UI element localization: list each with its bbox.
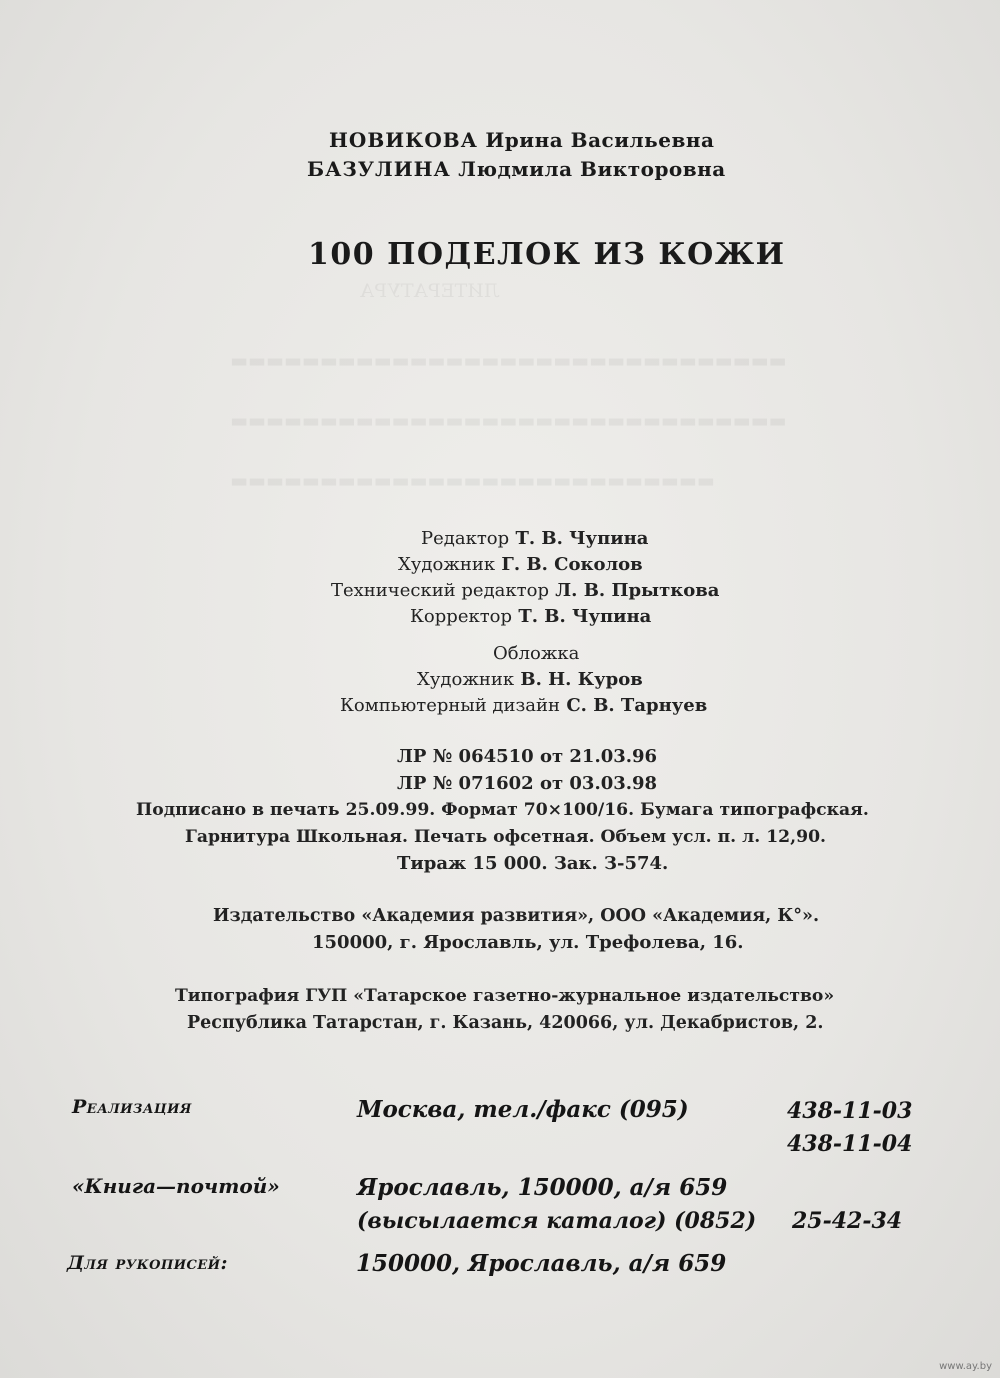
show-through-text: ▬▬▬▬▬▬▬▬▬▬▬▬▬▬▬▬▬▬▬▬▬▬▬▬▬▬▬▬▬▬▬	[230, 410, 787, 432]
printer-line-2: Республика Татарстан, г. Казань, 420066, ул. Декабристов, 2.	[187, 1013, 824, 1033]
manuscripts-address: 150000, Ярославль, а/я 659	[356, 1250, 727, 1277]
author-name: Людмила Викторовна	[458, 157, 726, 181]
publisher-line-2: 150000, г. Ярославль, ул. Трефолева, 16.	[312, 932, 744, 953]
book-title: 100 ПОДЕЛОК ИЗ КОЖИ	[308, 237, 786, 272]
credit-artist: Художник Г. В. Соколов	[398, 554, 643, 575]
license-2: ЛР № 071602 от 03.03.98	[397, 773, 658, 794]
credit-cover-artist: Художник В. Н. Куров	[417, 669, 643, 690]
sales-city: Москва, тел./факс (095)	[357, 1096, 689, 1123]
author-surname: БАЗУЛИНА	[307, 157, 451, 181]
cover-heading: Обложка	[493, 643, 580, 664]
show-through-text: ▬▬▬▬▬▬▬▬▬▬▬▬▬▬▬▬▬▬▬▬▬▬▬▬▬▬▬▬▬▬▬	[230, 350, 787, 372]
author-surname: НОВИКОВА	[329, 128, 478, 152]
signed-to-print: Подписано в печать 25.09.99. Формат 70×100/16. Бумага типографская.	[136, 800, 869, 820]
sales-phone-1: 438-11-03	[787, 1098, 913, 1124]
credit-tech-editor: Технический редактор Л. В. Прыткова	[331, 580, 720, 601]
print-run: Тираж 15 000. Зак. З-574.	[397, 853, 669, 874]
mail-order-address: Ярославль, 150000, а/я 659	[357, 1174, 728, 1201]
credit-computer-design: Компьютерный дизайн С. В. Тарнуев	[340, 695, 708, 716]
mail-order-catalog: (высылается каталог) (0852)	[357, 1208, 757, 1234]
site-watermark: www.ay.by	[939, 1361, 992, 1372]
mail-order-phone: 25-42-34	[792, 1208, 903, 1234]
publisher-line-1: Издательство «Академия развития», ООО «Академия, К°».	[213, 906, 820, 926]
printer-line-1: Типография ГУП «Татарское газетно-журнальное издательство»	[175, 986, 835, 1006]
manuscripts-label: Для рукописей:	[67, 1252, 229, 1274]
author-line-2	[307, 157, 726, 181]
mail-order-label: «Книга—почтой»	[72, 1174, 280, 1198]
sales-label: Реализация	[72, 1096, 192, 1118]
sales-phone-2: 438-11-04	[787, 1131, 913, 1157]
author-line-1	[329, 128, 714, 152]
typeface-info: Гарнитура Школьная. Печать офсетная. Объем усл. п. л. 12,90.	[185, 827, 827, 847]
show-through-text: ЛИТЕРАТУРА	[360, 280, 500, 302]
show-through-text: ▬▬▬▬▬▬▬▬▬▬▬▬▬▬▬▬▬▬▬▬▬▬▬▬▬▬▬	[230, 470, 715, 492]
license-1: ЛР № 064510 от 21.03.96	[397, 746, 658, 767]
author-name: Ирина Васильевна	[485, 128, 715, 152]
credit-editor: Редактор Т. В. Чупина	[421, 528, 649, 549]
credit-proofreader: Корректор Т. В. Чупина	[410, 606, 652, 627]
